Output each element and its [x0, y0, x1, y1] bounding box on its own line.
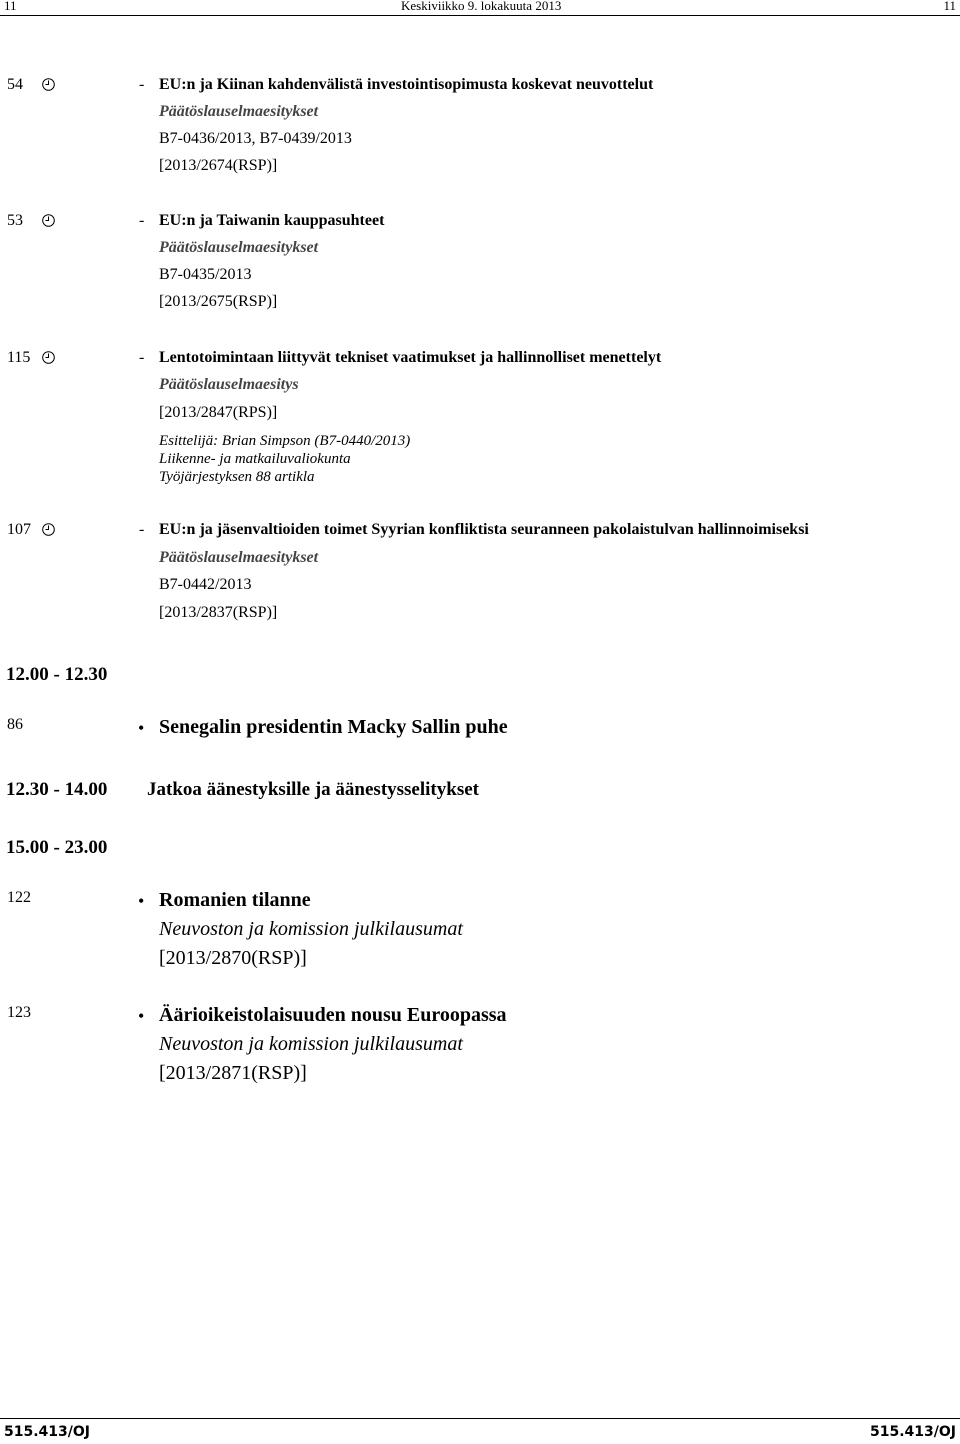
item-type: Päätöslauselmaesitykset: [159, 239, 319, 256]
item-procedure: [2013/2837(RSP)]: [159, 604, 278, 621]
clock-icon: [42, 351, 55, 364]
clock-icon: [42, 78, 55, 91]
session-title: Jatkoa äänestyksille ja äänestysselitykset: [147, 779, 479, 800]
item-number: 115: [7, 349, 31, 366]
item-number: 86: [7, 716, 23, 733]
page-number-left: 11: [4, 0, 17, 13]
header-date: Keskiviikko 9. lokakuuta 2013: [401, 0, 562, 13]
item-dash: -: [139, 212, 145, 229]
item-type: Päätöslauselmaesitykset: [159, 103, 319, 120]
item-number: 107: [7, 521, 31, 538]
item-number: 53: [7, 212, 23, 229]
item-number: 123: [7, 1004, 31, 1021]
item-documents: B7-0435/2013: [159, 266, 252, 283]
page-footer: [0, 1418, 960, 1444]
item-rule: Työjärjestyksen 88 artikla: [159, 469, 315, 485]
item-title: Romanien tilanne: [159, 889, 311, 911]
footer-reference-right: 515.413/OJ: [870, 1424, 956, 1440]
item-procedure: [2013/2870(RSP)]: [159, 947, 307, 969]
item-type: Päätöslauselmaesitys: [159, 376, 299, 393]
item-title: EU:n ja Kiinan kahdenvälistä investointisopimusta koskevat neuvottelut: [159, 76, 654, 93]
item-type: Päätöslauselmaesitykset: [159, 549, 319, 566]
item-procedure: [2013/2871(RSP)]: [159, 1062, 307, 1084]
item-number: 122: [7, 889, 31, 906]
page-header: [0, 0, 960, 16]
item-dash: -: [139, 76, 145, 93]
item-dash: -: [139, 521, 145, 538]
clock-icon: [42, 523, 55, 536]
item-title: EU:n ja jäsenvaltioiden toimet Syyrian konfliktista seuranneen pakolaistulvan hallinnoimiseksi: [159, 521, 809, 538]
bullet-icon: •: [138, 718, 145, 738]
session-time: 12.30 - 14.00: [6, 779, 108, 800]
footer-rule: [0, 1418, 960, 1419]
item-documents: B7-0436/2013, B7-0439/2013: [159, 130, 352, 147]
page-number-right: 11: [943, 0, 956, 13]
item-procedure: [2013/2674(RSP)]: [159, 157, 278, 174]
header-rule: [0, 15, 960, 16]
item-documents: B7-0442/2013: [159, 576, 252, 593]
item-type: Neuvoston ja komission julkilausumat: [159, 1033, 463, 1055]
clock-icon: [42, 214, 55, 227]
session-time: 12.00 - 12.30: [6, 664, 108, 685]
item-title: Senegalin presidentin Macky Sallin puhe: [159, 716, 508, 738]
bullet-icon: •: [138, 891, 145, 911]
item-title: Äärioikeistolaisuuden nousu Euroopassa: [159, 1004, 507, 1026]
item-committee: Liikenne- ja matkailuvaliokunta: [159, 451, 351, 467]
item-dash: -: [139, 349, 145, 366]
footer-reference-left: 515.413/OJ: [4, 1424, 90, 1440]
item-title: EU:n ja Taiwanin kauppasuhteet: [159, 212, 385, 229]
item-procedure: [2013/2847(RPS)]: [159, 404, 278, 421]
item-procedure: [2013/2675(RSP)]: [159, 293, 278, 310]
item-type: Neuvoston ja komission julkilausumat: [159, 918, 463, 940]
item-title: Lentotoimintaan liittyvät tekniset vaatimukset ja hallinnolliset menettelyt: [159, 349, 662, 366]
bullet-icon: •: [138, 1006, 145, 1026]
item-number: 54: [7, 76, 23, 93]
session-time: 15.00 - 23.00: [6, 837, 108, 858]
item-rapporteur: Esittelijä: Brian Simpson (B7-0440/2013): [159, 433, 411, 449]
